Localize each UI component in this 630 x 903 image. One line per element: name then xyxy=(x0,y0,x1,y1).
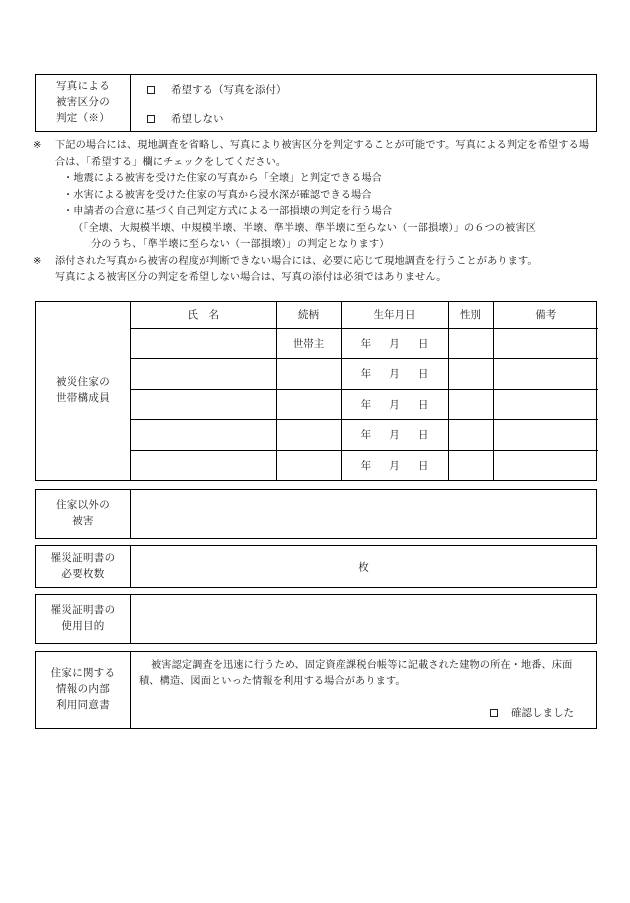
dob-month-unit: 月 xyxy=(389,338,400,350)
dob-month-unit: 月 xyxy=(389,461,400,472)
note-subtext-2: 写真による被害区分の判定を希望しない場合は、写真の添付は必須ではありません。 xyxy=(55,272,447,284)
photo-judgement-box xyxy=(35,74,597,132)
cell-dob[interactable] xyxy=(341,450,448,481)
table-row xyxy=(131,389,598,420)
checkbox-request-icon[interactable] xyxy=(147,86,155,94)
table-row xyxy=(131,359,598,390)
copies-needed-box xyxy=(35,545,597,588)
cell-relation[interactable]: 世帯主 xyxy=(276,328,341,359)
photo-judgement-label-line-3: 判定（※） xyxy=(56,112,110,124)
note-text-1: 下記の場合には、現地調査を省略し、写真により被害区分を判定することが可能です。写真による判定を希望する場合は、「希望する」欄にチェックをしてください。 xyxy=(55,140,590,168)
usage-purpose-input[interactable] xyxy=(131,595,596,643)
photo-judgement-options xyxy=(131,75,596,131)
cell-relation[interactable] xyxy=(276,450,341,481)
column-header-sex: 性別 xyxy=(448,302,493,328)
household-members-label-line-1: 被災住家の xyxy=(56,377,110,389)
photo-judgement-label xyxy=(36,75,131,131)
household-members-box xyxy=(35,301,597,481)
checkbox-confirmed-icon[interactable] xyxy=(490,709,498,717)
cell-dob[interactable] xyxy=(341,328,448,359)
cell-name[interactable] xyxy=(131,420,276,451)
household-members-label-line-2: 世帯構成員 xyxy=(56,393,110,404)
dob-month-unit: 月 xyxy=(389,369,400,381)
cell-relation[interactable] xyxy=(276,420,341,451)
column-header-remarks: 備考 xyxy=(493,302,598,328)
column-header-relation: 続柄 xyxy=(276,302,341,328)
cell-sex[interactable] xyxy=(448,420,493,451)
note-paren-line-2: 分のうち、「準半壊に至らない（一部損壊）」の判定となります） xyxy=(91,239,390,251)
option-row-request[interactable] xyxy=(131,75,596,104)
note-paren-line-1: （「全壊、大規模半壊、中規模半壊、半壊、準半壊、準半壊に至らない（一部損壊）」の６つの被害区 xyxy=(73,222,537,234)
column-header-dob: 生年月日 xyxy=(341,302,448,328)
table-row xyxy=(131,328,598,359)
option-label-no-request: 希望しない xyxy=(171,114,224,125)
cell-remarks[interactable] xyxy=(493,328,598,359)
copies-unit-label: 枚 xyxy=(358,562,369,573)
photo-judgement-label-line-2: 被害区分の xyxy=(56,97,110,109)
dob-month-unit: 月 xyxy=(389,399,400,411)
cell-relation[interactable] xyxy=(276,359,341,390)
consent-body-text: 被害認定調査を迅速に行うため、固定資産課税台帳等に記載された建物の所在・地番、床面積、構造、図面といった情報を利用する場合があります。 xyxy=(139,660,573,687)
dob-year-unit: 年 xyxy=(360,399,372,411)
cell-remarks[interactable] xyxy=(493,359,598,390)
usage-purpose-label xyxy=(36,595,131,643)
note-bullet-1: ・地震による被害を受けた住家の写真から「全壊」と判定できる場合 xyxy=(63,173,382,185)
consent-content xyxy=(131,652,596,728)
dob-month-unit: 月 xyxy=(389,430,400,442)
cell-relation[interactable] xyxy=(276,389,341,420)
cell-name[interactable] xyxy=(131,359,276,390)
other-damage-label-line-2: 被害 xyxy=(72,516,94,527)
cell-dob[interactable] xyxy=(341,420,448,451)
cell-name[interactable] xyxy=(131,389,276,420)
dob-day-unit: 日 xyxy=(417,461,429,472)
cell-remarks[interactable] xyxy=(493,450,598,481)
cell-name[interactable] xyxy=(131,328,276,359)
dob-day-unit: 日 xyxy=(417,338,429,350)
consent-label-line-1: 住家に関する xyxy=(50,668,116,680)
cell-sex[interactable] xyxy=(448,359,493,390)
consent-check-row[interactable] xyxy=(490,705,574,720)
note-mark-1: ※ xyxy=(33,140,42,151)
dob-year-unit: 年 xyxy=(360,369,372,381)
option-label-request: 希望する（写真を添付） xyxy=(171,85,287,96)
household-members-table xyxy=(131,302,598,481)
note-mark-2: ※ xyxy=(33,255,42,267)
cell-sex[interactable] xyxy=(448,328,493,359)
dob-day-unit: 日 xyxy=(417,430,429,442)
consent-label-line-3: 利用同意書 xyxy=(56,699,110,711)
cell-remarks[interactable] xyxy=(493,420,598,451)
dob-day-unit: 日 xyxy=(417,399,429,411)
column-header-name: 氏 名 xyxy=(131,302,276,328)
note-bullet-2: ・水害による被害を受けた住家の写真から浸水深が確認できる場合 xyxy=(63,189,372,201)
copies-needed-input[interactable] xyxy=(131,546,596,587)
copies-needed-label-line-1: 罹災証明書の xyxy=(50,552,116,564)
note-text-2: 添付された写真から被害の程度が判断できない場合には、必要に応じて現地調査を行うことがあります。 xyxy=(55,255,538,267)
cell-sex[interactable] xyxy=(448,450,493,481)
dob-day-unit: 日 xyxy=(417,369,429,381)
checkbox-no-request-icon[interactable] xyxy=(147,115,155,123)
dob-year-unit: 年 xyxy=(360,338,372,350)
photo-judgement-label-line-1: 写真による xyxy=(56,81,110,93)
note-block-1 xyxy=(33,138,599,171)
usage-purpose-label-line-1: 罹災証明書の xyxy=(50,605,116,617)
other-damage-box xyxy=(35,489,597,539)
dob-year-unit: 年 xyxy=(360,430,372,442)
table-row xyxy=(131,420,598,451)
usage-purpose-label-line-2: 使用目的 xyxy=(61,621,105,632)
consent-box xyxy=(35,651,597,729)
explanatory-notes xyxy=(33,138,599,287)
cell-dob[interactable] xyxy=(341,389,448,420)
other-damage-label xyxy=(36,490,131,538)
note-block-2 xyxy=(33,254,599,271)
cell-remarks[interactable] xyxy=(493,389,598,420)
cell-name[interactable] xyxy=(131,450,276,481)
option-row-no-request[interactable] xyxy=(131,104,596,133)
cell-sex[interactable] xyxy=(448,389,493,420)
table-header-row xyxy=(131,302,598,328)
copies-needed-label xyxy=(36,546,131,587)
cell-dob[interactable] xyxy=(341,359,448,390)
table-row xyxy=(131,450,598,481)
consent-check-label: 確認しました xyxy=(511,708,574,719)
consent-label xyxy=(36,652,131,728)
household-members-label xyxy=(36,302,131,480)
other-damage-input[interactable] xyxy=(131,490,596,538)
note-bullet-3: ・申請者の合意に基づく自己判定方式による一部損壊の判定を行う場合 xyxy=(63,206,393,218)
other-damage-label-line-1: 住家以外の xyxy=(56,500,110,512)
consent-label-line-2: 情報の内部 xyxy=(56,684,110,696)
usage-purpose-box xyxy=(35,594,597,644)
note-bullet-list xyxy=(33,171,599,221)
copies-needed-label-line-2: 必要枚数 xyxy=(61,568,105,580)
dob-year-unit: 年 xyxy=(360,461,372,472)
